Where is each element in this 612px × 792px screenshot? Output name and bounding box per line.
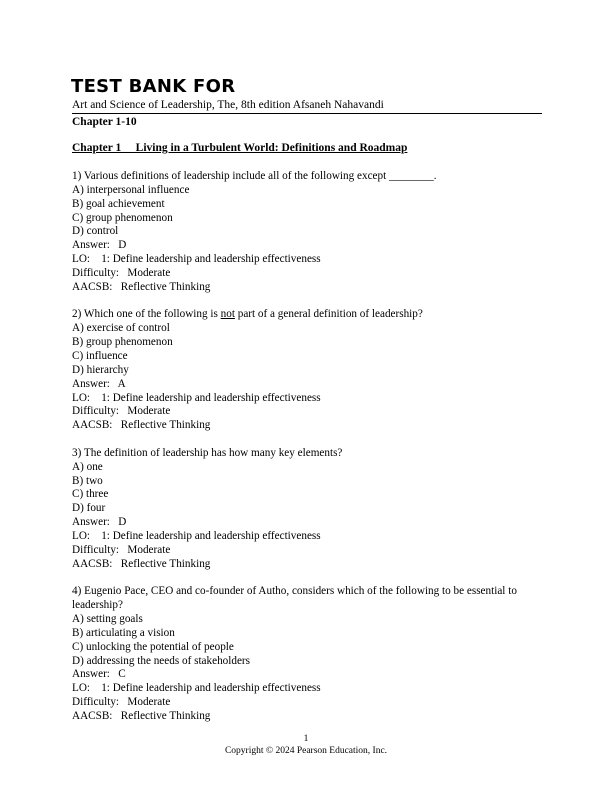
option-c: C) unlocking the potential of people — [72, 640, 234, 653]
learning-objective-line: LO: 1: Define leadership and leadership effectiveness — [72, 529, 321, 542]
question-2 — [72, 308, 544, 433]
learning-objective-line: LO: 1: Define leadership and leadership effectiveness — [72, 253, 321, 266]
option-c: C) three — [72, 488, 109, 501]
option-b: B) articulating a vision — [72, 626, 175, 639]
aacsb-line: AACSB: Reflective Thinking — [72, 709, 211, 722]
option-d: D) addressing the needs of stakeholders — [72, 654, 251, 667]
question-list — [72, 170, 544, 738]
difficulty-line: Difficulty: Moderate — [72, 266, 171, 279]
question-stem: 1) Various definitions of leadership include all of the following except ________. — [72, 170, 437, 182]
answer-line: Answer: C — [72, 668, 126, 681]
option-d: D) four — [72, 502, 106, 515]
question-3 — [72, 447, 544, 572]
test-bank-banner: TEST BANK FOR — [71, 76, 236, 97]
page-number: 1 — [303, 734, 309, 744]
difficulty-line: Difficulty: Moderate — [72, 543, 171, 556]
question-stem: 4) Eugenio Pace, CEO and co-founder of Autho, considers which of the following to be essential to leadership? — [72, 585, 520, 612]
page-footer — [0, 733, 612, 757]
option-b: B) group phenomenon — [72, 336, 173, 349]
difficulty-line: Difficulty: Moderate — [72, 696, 171, 709]
answer-line: Answer: D — [72, 239, 127, 252]
option-c: C) influence — [72, 349, 128, 362]
option-a: A) one — [72, 460, 103, 473]
stem-underlined-word: not — [220, 308, 235, 321]
question-stem: 3) The definition of leadership has how many key elements? — [72, 446, 343, 459]
book-subtitle: Art and Science of Leadership, The, 8th edition Afsaneh Nahavandi — [72, 99, 542, 114]
option-a: A) setting goals — [72, 613, 143, 625]
stem-text-before: 2) Which one of the following is — [72, 308, 221, 321]
option-c: C) group phenomenon — [72, 211, 173, 224]
aacsb-line: AACSB: Reflective Thinking — [72, 557, 211, 570]
stem-text-after: part of a general definition of leadership? — [234, 308, 423, 321]
aacsb-line: AACSB: Reflective Thinking — [72, 419, 211, 432]
difficulty-line: Difficulty: Moderate — [72, 405, 171, 418]
option-b: B) two — [72, 474, 103, 487]
option-b: B) goal achievement — [72, 197, 165, 210]
option-a: A) interpersonal influence — [72, 183, 190, 196]
answer-line: Answer: D — [72, 516, 127, 529]
question-stem — [72, 308, 544, 322]
chapter-title: Chapter 1 Living in a Turbulent World: Definitions and Roadmap — [72, 142, 408, 154]
learning-objective-line: LO: 1: Define leadership and leadership effectiveness — [72, 682, 321, 695]
learning-objective-line: LO: 1: Define leadership and leadership effectiveness — [72, 391, 321, 404]
option-a: A) exercise of control — [72, 322, 170, 335]
answer-line: Answer: A — [72, 377, 126, 390]
option-d: D) hierarchy — [72, 363, 129, 376]
copyright-notice: Copyright © 2024 Pearson Education, Inc. — [224, 746, 388, 756]
question-1 — [72, 170, 544, 295]
chapter-range-heading: Chapter 1-10 — [72, 116, 137, 128]
aacsb-line: AACSB: Reflective Thinking — [72, 280, 211, 293]
option-d: D) control — [72, 225, 119, 238]
question-4 — [72, 585, 544, 723]
